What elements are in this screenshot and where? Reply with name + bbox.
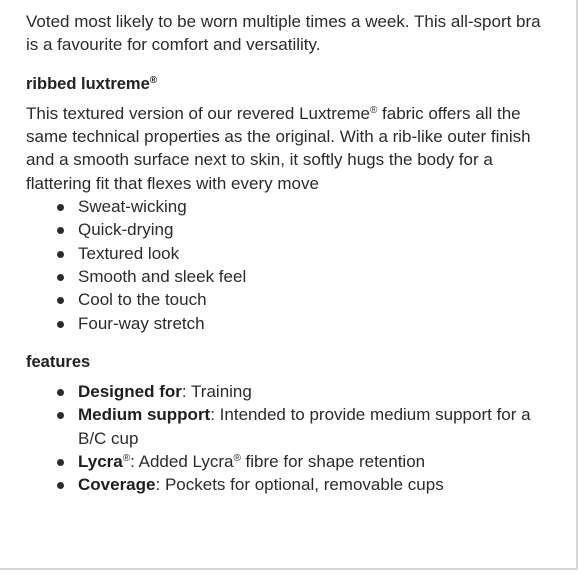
fabric-heading: [26, 73, 556, 96]
feature-item: [26, 380, 556, 403]
feature-term: Lycra: [78, 452, 123, 472]
list-item-text: Four-way stretch: [78, 313, 205, 333]
feature-item: [26, 450, 556, 473]
feature-value: Training: [186, 382, 252, 402]
bullet-icon: [57, 274, 64, 281]
feature-term: Coverage: [78, 475, 156, 495]
bullet-icon: [57, 297, 64, 304]
feature-separator: :: [181, 382, 187, 402]
fabric-description: [26, 102, 556, 195]
fabric-heading-text: ribbed luxtreme: [26, 74, 150, 93]
feature-value-part-1: Added Lycra: [134, 452, 234, 472]
registered-mark: ®: [233, 453, 241, 465]
list-item-text: Cool to the touch: [78, 290, 207, 310]
fabric-benefits-list: [26, 195, 556, 335]
features-list: [26, 380, 556, 496]
registered-mark: ®: [369, 104, 378, 116]
registered-mark: ®: [149, 74, 158, 86]
feature-value: Intended to provide medium support for a B/C cup: [78, 405, 531, 448]
list-item: [26, 195, 556, 218]
list-item-text: Quick-drying: [78, 220, 174, 240]
list-item-text: Textured look: [78, 243, 180, 263]
fabric-description-part-1: This textured version of our revered Luxtreme: [26, 103, 370, 123]
bullet-icon: [57, 321, 64, 328]
list-item: [26, 242, 556, 265]
feature-value-part-2: fibre for shape retention: [240, 452, 426, 472]
bullet-icon: [57, 459, 64, 466]
feature-separator: :: [130, 452, 135, 472]
bullet-icon: [57, 412, 64, 419]
feature-term: Designed for: [78, 382, 182, 402]
list-item: [26, 218, 556, 241]
bullet-icon: [57, 227, 64, 234]
feature-item: [26, 403, 556, 450]
feature-term: Medium support: [78, 405, 211, 425]
list-item: [26, 312, 556, 335]
feature-separator: :: [155, 475, 161, 495]
list-item-text: Sweat-wicking: [78, 197, 187, 217]
feature-separator: :: [210, 405, 215, 425]
feature-item: [26, 473, 556, 496]
intro-text: Voted most likely to be worn multiple times a week. This all-sport bra is a favourite for comfort and versatility.: [26, 12, 541, 55]
bullet-icon: [57, 204, 64, 211]
product-description-content: [26, 10, 556, 497]
list-item: [26, 288, 556, 311]
fabric-description-part-2: fabric offers all the same technical properties as the original. With a rib-like outer finish and a smooth surface next to skin, it softly hugs the body for a flattering fit that flexes with every move: [26, 103, 531, 193]
list-item-text: Smooth and sleek feel: [78, 266, 247, 286]
feature-value: Pockets for optional, removable cups: [160, 475, 444, 495]
features-heading: features: [26, 352, 91, 371]
bullet-icon: [57, 482, 64, 489]
list-item: [26, 265, 556, 288]
registered-mark: ®: [122, 453, 131, 465]
bullet-icon: [57, 251, 64, 258]
bullet-icon: [57, 389, 64, 396]
